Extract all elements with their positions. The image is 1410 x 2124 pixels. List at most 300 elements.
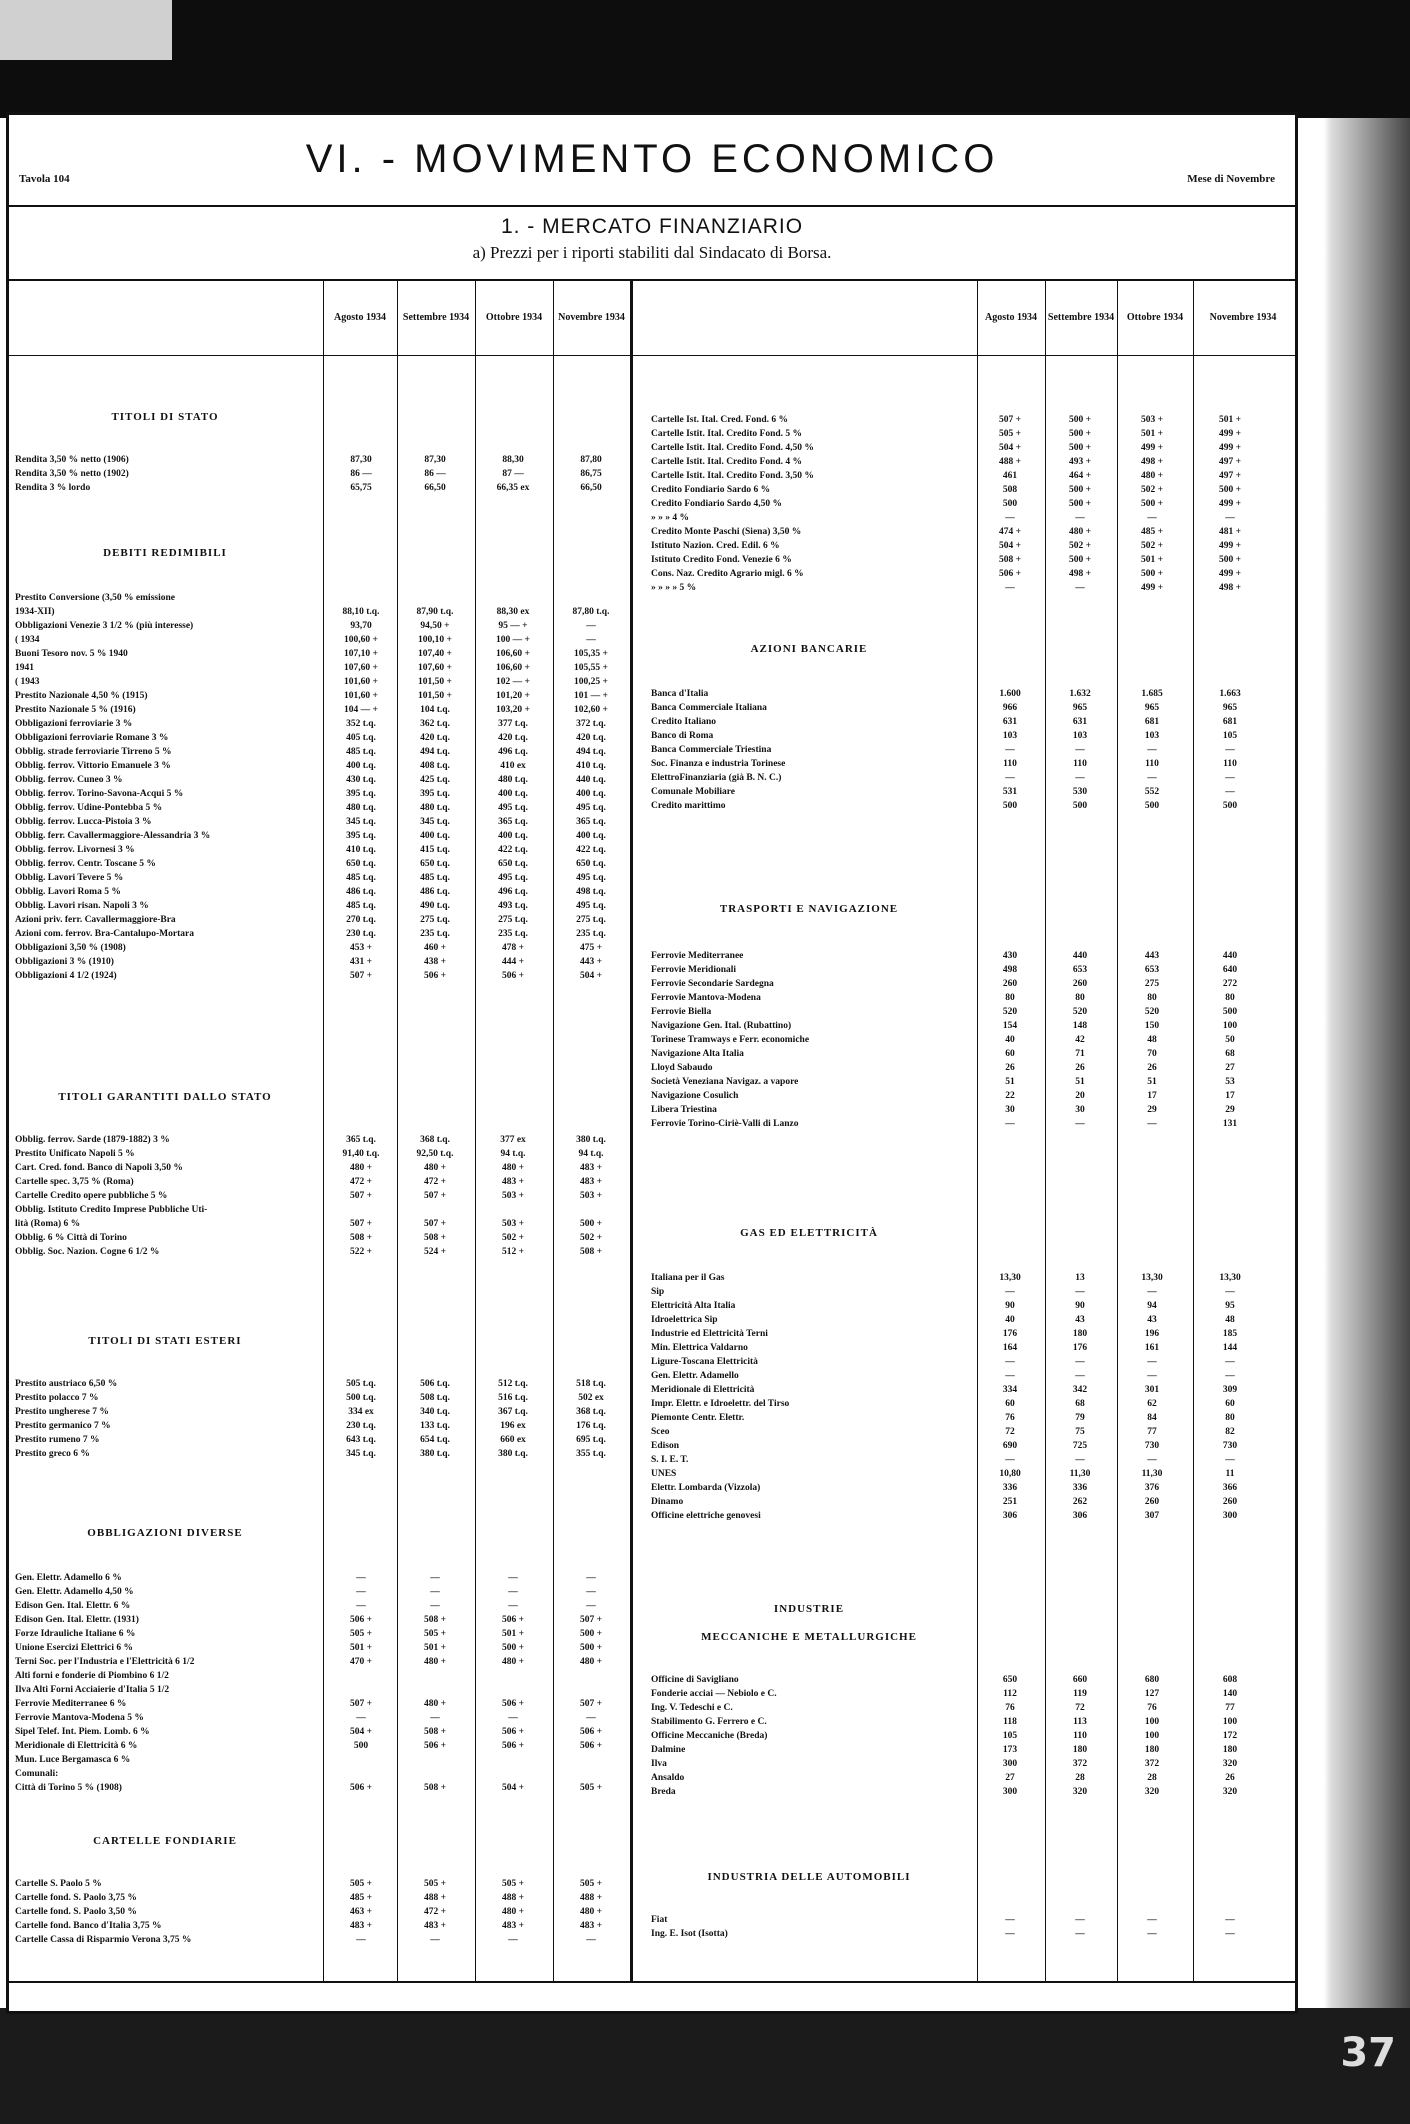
cell-value: 500 +	[579, 1643, 603, 1653]
table-row	[651, 1005, 1291, 1019]
cell-value: 496 t.q.	[498, 747, 528, 757]
table-row	[651, 1033, 1291, 1047]
row-label: Prestito polacco 7 %	[15, 1393, 99, 1403]
cell-value: 480 +	[423, 1163, 447, 1173]
table-row	[15, 1203, 627, 1217]
table-row	[15, 1447, 627, 1461]
row-label: Ferrovie Mediterranee 6 %	[15, 1699, 127, 1709]
cell-value: 506 +	[501, 1727, 525, 1737]
cell-value: 372	[1144, 1759, 1160, 1769]
table-row	[651, 455, 1291, 469]
cell-value: 100	[1222, 1717, 1238, 1727]
cell-value: 507 +	[579, 1699, 603, 1709]
row-label: Sceo	[651, 1427, 670, 1437]
row-label: Obblig. ferrov. Torino-Savona-Acqui 5 %	[15, 789, 184, 799]
table-row	[15, 467, 627, 481]
cell-value: 552	[1144, 787, 1160, 797]
cell-value: 480 +	[349, 1163, 373, 1173]
cell-value: 300	[1002, 1787, 1018, 1797]
cell-value: —	[586, 1935, 596, 1945]
cell-value: 486 t.q.	[420, 887, 450, 897]
table-row	[15, 955, 627, 969]
row-label: » » » 4 %	[651, 513, 689, 523]
cell-value: 498 +	[1140, 457, 1164, 467]
table-row	[651, 1481, 1291, 1495]
table-row	[15, 1669, 627, 1683]
cell-value: 500 +	[1068, 499, 1092, 509]
cell-value: 485 t.q.	[346, 747, 376, 757]
col-header-ottobre-right: Ottobre 1934	[1126, 312, 1184, 323]
cell-value: 148	[1072, 1021, 1088, 1031]
cell-value: 480 +	[1140, 471, 1164, 481]
cell-value: 505 +	[349, 1629, 373, 1639]
table-row	[651, 949, 1291, 963]
cell-value: 504 +	[998, 541, 1022, 551]
cell-value: 275 t.q.	[576, 915, 606, 925]
cell-value: 235 t.q.	[420, 929, 450, 939]
table-row	[651, 1271, 1291, 1285]
table-number: Tavola 104	[19, 173, 70, 185]
cell-value: 105	[1002, 1731, 1018, 1741]
cell-value: 101,20 +	[496, 691, 530, 701]
row-label: Idroelettrica Sip	[651, 1315, 718, 1325]
cell-value: 275 t.q.	[420, 915, 450, 925]
cell-value: 494 t.q.	[576, 747, 606, 757]
cell-value: 352 t.q.	[346, 719, 376, 729]
cell-value: 301	[1144, 1385, 1160, 1395]
cell-value: 70	[1147, 1049, 1157, 1059]
cell-value: 681	[1144, 717, 1160, 727]
scan-top-border	[0, 0, 1410, 118]
section-title: TRASPORTI E NAVIGAZIONE	[719, 903, 899, 915]
row-label: Obbligazioni Venezie 3 1/2 % (più interesse)	[15, 621, 194, 631]
cell-value: 497 +	[1218, 457, 1242, 467]
cell-value: 488 +	[998, 457, 1022, 467]
row-label: Officine Meccaniche (Breda)	[651, 1731, 768, 1741]
table-row	[15, 1739, 627, 1753]
cell-value: 87,80 t.q.	[572, 607, 610, 617]
cell-value: 485 +	[1140, 527, 1164, 537]
cell-value: 107,60 +	[418, 663, 452, 673]
cell-value: 72	[1075, 1703, 1085, 1713]
table-row	[651, 1927, 1291, 1941]
cell-value: 524 +	[423, 1247, 447, 1257]
table-body	[651, 687, 1291, 813]
cell-value: —	[586, 621, 596, 631]
cell-value: 643 t.q.	[346, 1435, 376, 1445]
table-row	[15, 689, 627, 703]
cell-value: 506 +	[349, 1615, 373, 1625]
table-row	[651, 1757, 1291, 1771]
cell-value: —	[1225, 1371, 1235, 1381]
left-half	[15, 115, 627, 1985]
table-row	[651, 413, 1291, 427]
table-row	[15, 1877, 627, 1891]
cell-value: 77	[1147, 1427, 1157, 1437]
row-label: Ferrovie Torino-Ciriè-Valli di Lanzo	[651, 1119, 799, 1129]
cell-value: 470 +	[349, 1657, 373, 1667]
cell-value: 502 +	[1068, 541, 1092, 551]
row-label: Rendita 3,50 % netto (1906)	[15, 455, 129, 465]
cell-value: 372	[1072, 1759, 1088, 1769]
row-label: Banca d'Italia	[651, 689, 709, 699]
cell-value: 508 +	[579, 1247, 603, 1257]
cell-value: —	[430, 1935, 440, 1945]
table-row	[651, 701, 1291, 715]
cell-value: 380 t.q.	[420, 1449, 450, 1459]
table-row	[15, 927, 627, 941]
cell-value: 1.685	[1141, 689, 1163, 699]
row-label: Prestito germanico 7 %	[15, 1421, 111, 1431]
cell-value: —	[1075, 1119, 1085, 1129]
table-row	[651, 1785, 1291, 1799]
cell-value: 27	[1005, 1773, 1015, 1783]
cell-value: 71	[1075, 1049, 1085, 1059]
cell-value: 272	[1222, 979, 1238, 989]
cell-value: 342	[1072, 1385, 1088, 1395]
cell-value: 80	[1147, 993, 1157, 1003]
row-label: Sip	[651, 1287, 665, 1297]
cell-value: 507 +	[423, 1219, 447, 1229]
right-half	[651, 115, 1291, 1985]
cell-value: 60	[1005, 1399, 1015, 1409]
row-label: Navigazione Cosulich	[651, 1091, 739, 1101]
cell-value: 506 +	[579, 1741, 603, 1751]
table-row	[15, 1231, 627, 1245]
table-row	[651, 1453, 1291, 1467]
cell-value: 103	[1144, 731, 1160, 741]
cell-value: —	[1147, 1357, 1157, 1367]
cell-value: —	[1147, 745, 1157, 755]
cell-value: 650	[1002, 1675, 1018, 1685]
cell-value: 102 — +	[496, 677, 530, 687]
cell-value: 68	[1225, 1049, 1235, 1059]
table-body	[15, 453, 627, 495]
row-label: Terni Soc. per l'Industria e l'Elettricità 6 1/2	[15, 1657, 195, 1667]
cell-value: 495 t.q.	[498, 873, 528, 883]
cell-value: —	[430, 1601, 440, 1611]
cell-value: 66,50	[580, 483, 602, 493]
table-row	[15, 885, 627, 899]
cell-value: 28	[1147, 1773, 1157, 1783]
cell-value: 164	[1002, 1343, 1018, 1353]
cell-value: 91,40 t.q.	[342, 1149, 380, 1159]
cell-value: 405 t.q.	[346, 733, 376, 743]
table-row	[651, 1411, 1291, 1425]
cell-value: 480 +	[501, 1163, 525, 1173]
table-row	[15, 1175, 627, 1189]
row-label: Cartelle fond. S. Paolo 3,50 %	[15, 1907, 137, 1917]
cell-value: 497 +	[1218, 471, 1242, 481]
row-label: Obblig. Lavori Roma 5 %	[15, 887, 121, 897]
table-row	[651, 1771, 1291, 1785]
cell-value: 488 +	[423, 1893, 447, 1903]
table-row	[15, 717, 627, 731]
row-label: Edison	[651, 1441, 679, 1451]
cell-value: 495 t.q.	[576, 873, 606, 883]
cell-value: 196	[1144, 1329, 1160, 1339]
table-row	[15, 1189, 627, 1203]
cell-value: 485 +	[349, 1893, 373, 1903]
cell-value: 631	[1002, 717, 1018, 727]
cell-value: 68	[1075, 1399, 1085, 1409]
table-row	[15, 745, 627, 759]
cell-value: 144	[1222, 1343, 1238, 1353]
cell-value: 500 +	[1068, 485, 1092, 495]
table-row	[651, 1327, 1291, 1341]
cell-value: 495 t.q.	[498, 803, 528, 813]
cell-value: 180	[1072, 1329, 1088, 1339]
cell-value: 106,60 +	[496, 663, 530, 673]
table-row	[651, 1047, 1291, 1061]
section-title: GAS ED ELETTRICITÀ	[740, 1227, 878, 1239]
cell-value: —	[356, 1573, 366, 1583]
row-label: UNES	[651, 1469, 677, 1479]
cell-value: 365 t.q.	[346, 1135, 376, 1145]
cell-value: —	[1225, 787, 1235, 797]
row-label: Ansaldo	[651, 1773, 685, 1783]
row-label: Industrie ed Elettricità Terni	[651, 1329, 768, 1339]
row-label: Obblig. Istituto Credito Imprese Pubbliche Uti-	[15, 1205, 208, 1215]
cell-value: 275 t.q.	[498, 915, 528, 925]
row-label: Città di Torino 5 % (1908)	[15, 1783, 122, 1793]
cell-value: —	[1147, 1915, 1157, 1925]
table-row	[651, 687, 1291, 701]
cell-value: 260	[1222, 1497, 1238, 1507]
cell-value: 680	[1144, 1675, 1160, 1685]
cell-value: 66,50	[424, 483, 446, 493]
cell-value: 966	[1002, 703, 1018, 713]
cell-value: 27	[1225, 1063, 1235, 1073]
cell-value: 499 +	[1140, 443, 1164, 453]
cell-value: 480 t.q.	[420, 803, 450, 813]
cell-value: 110	[1223, 759, 1237, 769]
cell-value: 518 t.q.	[576, 1379, 606, 1389]
cell-value: —	[1075, 1287, 1085, 1297]
cell-value: 176 t.q.	[576, 1421, 606, 1431]
cell-value: 480 +	[1068, 527, 1092, 537]
cell-value: 336	[1002, 1483, 1018, 1493]
cell-value: 345 t.q.	[420, 817, 450, 827]
cell-value: 500 +	[579, 1629, 603, 1639]
cell-value: 502 +	[1140, 541, 1164, 551]
table-row	[651, 427, 1291, 441]
row-label: Credito Fondiario Sardo 6 %	[651, 485, 771, 495]
cell-value: 365 t.q.	[498, 817, 528, 827]
table-row	[651, 771, 1291, 785]
table-row	[651, 1369, 1291, 1383]
row-label: Cartelle fond. S. Paolo 3,75 %	[15, 1893, 137, 1903]
cell-value: 87,90 t.q.	[416, 607, 454, 617]
cell-value: 104 t.q.	[420, 705, 450, 715]
row-label: Obblig. ferrov. Udine-Pontebba 5 %	[15, 803, 163, 813]
cell-value: 43	[1075, 1315, 1085, 1325]
cell-value: 20	[1075, 1091, 1085, 1101]
section-title: AZIONI BANCARIE	[750, 643, 868, 655]
section-title: TITOLI DI STATO	[111, 411, 219, 423]
cell-value: 80	[1075, 993, 1085, 1003]
table-row	[15, 633, 627, 647]
table-row	[651, 469, 1291, 483]
row-label: Obblig. ferrov. Vittorio Emanuele 3 %	[15, 761, 171, 771]
table-row	[651, 525, 1291, 539]
cell-value: 505 +	[998, 429, 1022, 439]
cell-value: 503 +	[1140, 415, 1164, 425]
section-title: INDUSTRIA DELLE AUTOMOBILI	[707, 1871, 911, 1883]
row-label: Prestito austriaco 6,50 %	[15, 1379, 118, 1389]
cell-value: 90	[1005, 1301, 1015, 1311]
cell-value: 11	[1225, 1469, 1235, 1479]
table-row	[651, 1061, 1291, 1075]
cell-value: 495 t.q.	[576, 901, 606, 911]
row-label: S. I. E. T.	[651, 1455, 689, 1465]
section-title: TITOLI GARANTITI DALLO STATO	[58, 1091, 272, 1103]
cell-value: 506 +	[501, 1615, 525, 1625]
cell-value: 26	[1075, 1063, 1085, 1073]
cell-value: 105,35 +	[574, 649, 608, 659]
cell-value: 506 +	[501, 1741, 525, 1751]
row-label: ElettroFinanziaria (già B. N. C.)	[651, 773, 782, 783]
cell-value: —	[1075, 1455, 1085, 1465]
cell-value: —	[508, 1713, 518, 1723]
cell-value: 501 +	[1140, 429, 1164, 439]
table-body	[15, 1877, 627, 1947]
cell-value: 486 t.q.	[346, 887, 376, 897]
cell-value: 88,30	[502, 455, 524, 465]
cell-value: 119	[1073, 1689, 1087, 1699]
cell-value: 483 +	[579, 1177, 603, 1187]
cell-value: 508 t.q.	[420, 1393, 450, 1403]
table-row	[15, 857, 627, 871]
cell-value: 87 —	[502, 469, 524, 479]
row-label: Gen. Elettr. Adamello	[651, 1371, 739, 1381]
cell-value: 507 +	[579, 1615, 603, 1625]
cell-value: 502 +	[579, 1233, 603, 1243]
cell-value: —	[1005, 745, 1015, 755]
section-title: MECCANICHE E METALLURGICHE	[701, 1631, 917, 1643]
table-row	[651, 1103, 1291, 1117]
table-row	[15, 1585, 627, 1599]
cell-value: 400 t.q.	[576, 789, 606, 799]
section-title: DEBITI REDIMIBILI	[103, 547, 227, 559]
cell-value: 376	[1144, 1483, 1160, 1493]
cell-value: 26	[1005, 1063, 1015, 1073]
row-label: Ilva Alti Forni Acciaierie d'Italia 5 1/2	[15, 1685, 170, 1695]
table-row	[15, 1933, 627, 1947]
cell-value: —	[1147, 1119, 1157, 1129]
row-label: Cartelle Ist. Ital. Cred. Fond. 6 %	[651, 415, 789, 425]
row-label: Ferrovie Mediterranee	[651, 951, 744, 961]
cell-value: 400 t.q.	[576, 831, 606, 841]
cell-value: 336	[1072, 1483, 1088, 1493]
cell-value: —	[1005, 583, 1015, 593]
cell-value: 161	[1144, 1343, 1160, 1353]
cell-value: 472 +	[349, 1177, 373, 1187]
table-row	[15, 759, 627, 773]
cell-value: 172	[1222, 1731, 1238, 1741]
cell-value: —	[508, 1587, 518, 1597]
cell-value: 507 +	[423, 1191, 447, 1201]
cell-value: 660 ex	[500, 1435, 526, 1445]
cell-value: 501 +	[349, 1643, 373, 1653]
cell-value: 504 +	[349, 1727, 373, 1737]
cell-value: —	[1225, 1287, 1235, 1297]
cell-value: 400 t.q.	[420, 831, 450, 841]
row-label: Piemonte Centr. Elettr.	[651, 1413, 745, 1423]
cell-value: 508 +	[998, 555, 1022, 565]
cell-value: 464 +	[1068, 471, 1092, 481]
table-row	[651, 1397, 1291, 1411]
table-row	[15, 647, 627, 661]
cell-value: 500	[353, 1741, 369, 1751]
cell-value: —	[586, 1601, 596, 1611]
col-header-settembre-left: Settembre 1934	[402, 312, 470, 323]
table-body	[15, 1571, 627, 1795]
cell-value: 94,50 +	[420, 621, 450, 631]
row-label: Ferrovie Mantova-Modena 5 %	[15, 1713, 144, 1723]
row-label: Italiana per il Gas	[651, 1273, 725, 1283]
cell-value: 102,60 +	[574, 705, 608, 715]
cell-value: 500	[1144, 801, 1160, 811]
row-label: Gen. Elettr. Adamello 6 %	[15, 1573, 122, 1583]
row-label: ( 1943	[15, 677, 40, 687]
cell-value: 483 +	[579, 1921, 603, 1931]
row-label: Cartelle Istit. Ital. Credito Fond. 5 %	[651, 429, 803, 439]
cell-value: 512 +	[501, 1247, 525, 1257]
row-label: » » » » 5 %	[651, 583, 697, 593]
cell-value: 500 t.q.	[346, 1393, 376, 1403]
cell-value: 480 +	[423, 1699, 447, 1709]
cell-value: 440	[1072, 951, 1088, 961]
cell-value: 11,30	[1069, 1469, 1091, 1479]
row-label: Azioni com. ferrov. Bra-Cantalupo-Mortara	[15, 929, 194, 939]
cell-value: 422 t.q.	[576, 845, 606, 855]
cell-value: 438 +	[423, 957, 447, 967]
table-row	[15, 481, 627, 495]
table-row	[651, 511, 1291, 525]
cell-value: 512 t.q.	[498, 1379, 528, 1389]
cell-value: 501 +	[1218, 415, 1242, 425]
cell-value: 483 +	[423, 1921, 447, 1931]
cell-value: 180	[1072, 1745, 1088, 1755]
cell-value: 503 +	[501, 1191, 525, 1201]
cell-value: 87,30	[350, 455, 372, 465]
row-label: Obblig. ferrov. Cuneo 3 %	[15, 775, 123, 785]
cell-value: 500	[1072, 801, 1088, 811]
table-row	[651, 1701, 1291, 1715]
row-label: Ilva	[651, 1759, 667, 1769]
cell-value: 17	[1147, 1091, 1157, 1101]
row-label: Cartelle fond. Banco d'Italia 3,75 %	[15, 1921, 162, 1931]
cell-value: 307	[1144, 1511, 1160, 1521]
cell-value: 306	[1072, 1511, 1088, 1521]
cell-value: 500	[1222, 1007, 1238, 1017]
row-label: Obblig. ferrov. Sarde (1879-1882) 3 %	[15, 1135, 170, 1145]
cell-value: 180	[1144, 1745, 1160, 1755]
row-label: Stabilimento G. Ferrero e C.	[651, 1717, 767, 1727]
cell-value: 499 +	[1218, 429, 1242, 439]
cell-value: 104 — +	[344, 705, 378, 715]
cell-value: 504 +	[579, 971, 603, 981]
cell-value: 725	[1072, 1441, 1088, 1451]
cell-value: —	[1005, 1455, 1015, 1465]
cell-value: 101 — +	[574, 691, 608, 701]
cell-value: —	[1005, 773, 1015, 783]
cell-value: 40	[1005, 1035, 1015, 1045]
table-body	[651, 1673, 1291, 1799]
cell-value: 483 +	[349, 1921, 373, 1931]
cell-value: 481 +	[1218, 527, 1242, 537]
